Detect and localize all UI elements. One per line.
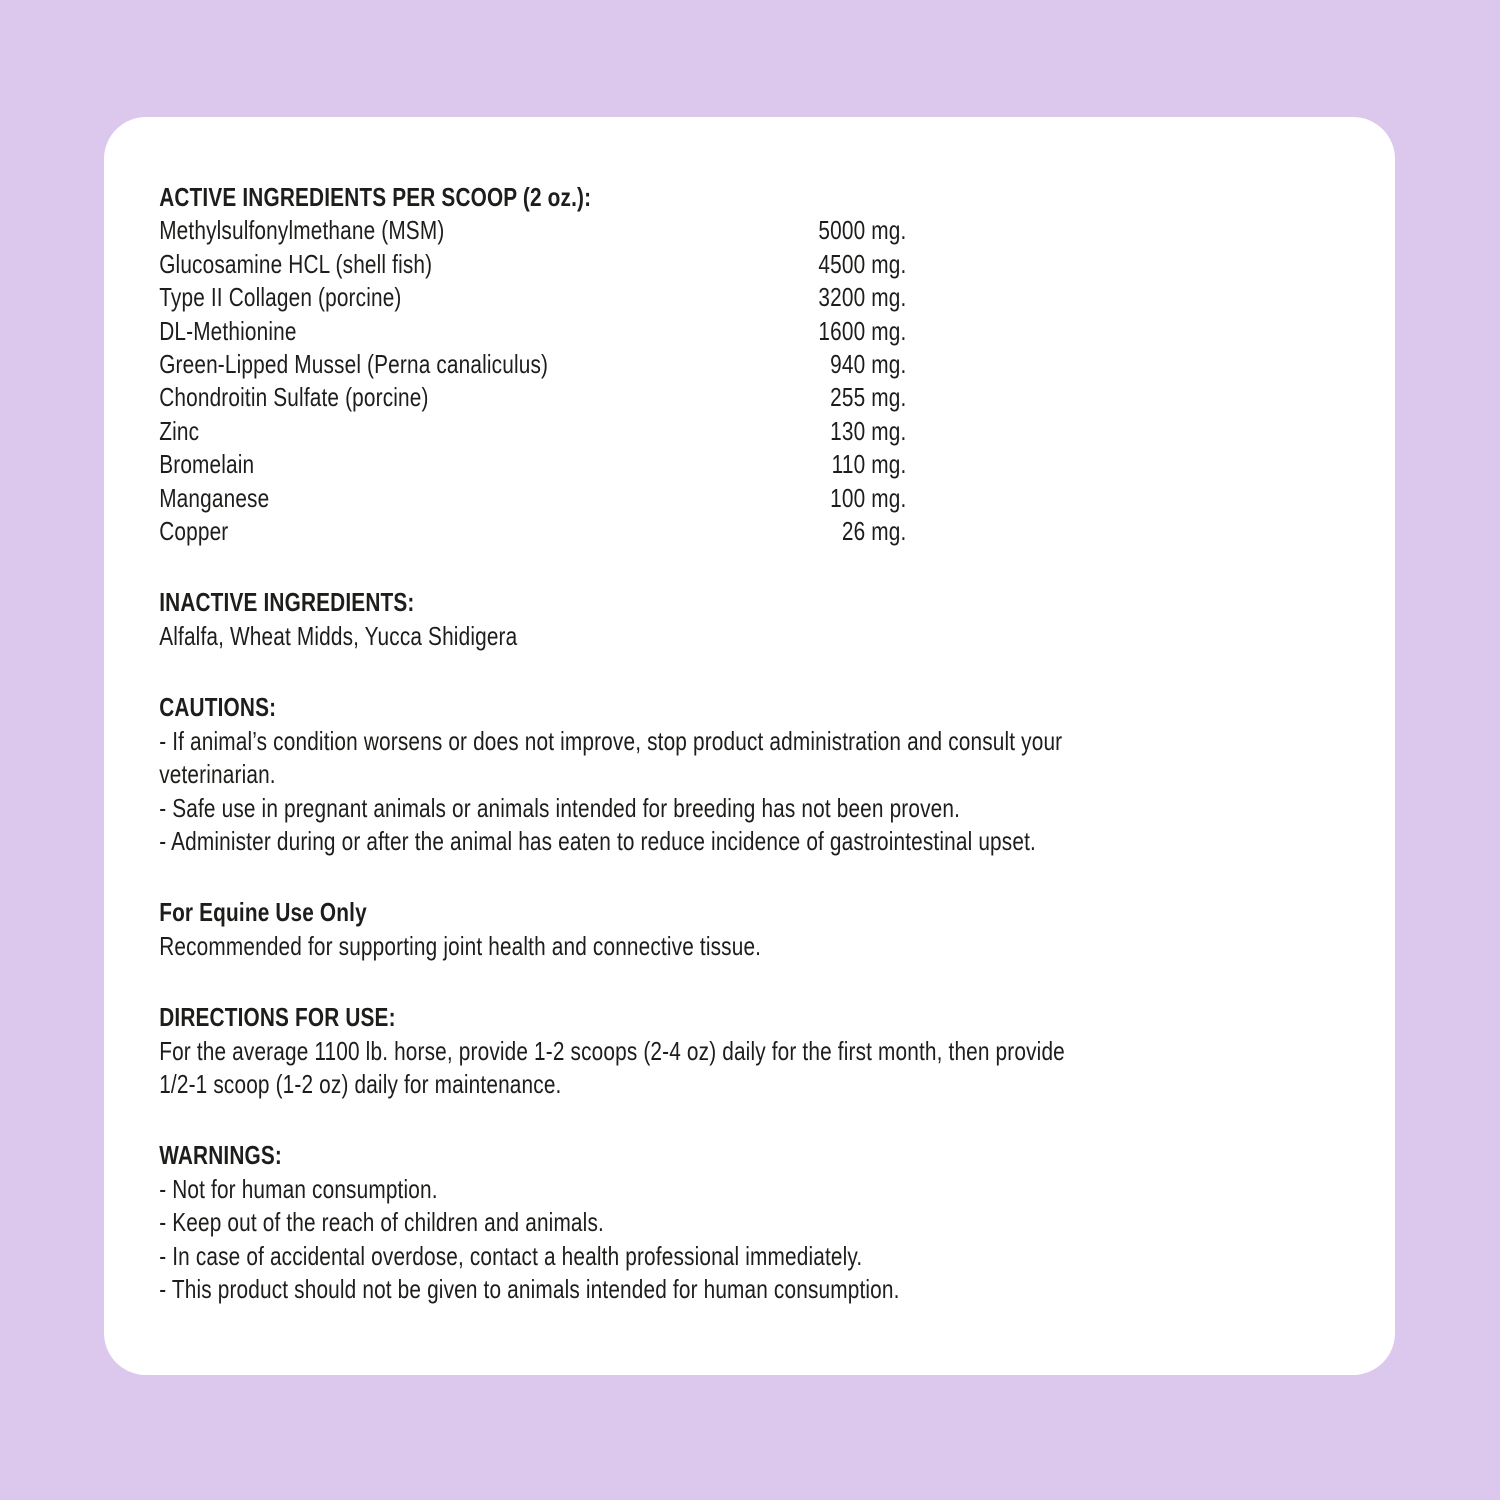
- equine-use-section: [159, 896, 1395, 963]
- ingredient-name: Green-Lipped Mussel (Perna canaliculus): [159, 349, 549, 380]
- caution-line: - Safe use in pregnant animals or animals intended for breeding has not been proven.: [159, 792, 961, 823]
- ingredient-name: Zinc: [159, 415, 200, 446]
- inactive-ingredients-text: Alfalfa, Wheat Midds, Yucca Shidigera: [159, 620, 518, 651]
- caution-line: - Administer during or after the animal has eaten to reduce incidence of gastrointestinal upset.: [159, 825, 1036, 856]
- ingredient-row: [159, 315, 906, 348]
- inactive-ingredients-heading: INACTIVE INGREDIENTS:: [159, 587, 415, 618]
- ingredient-name: Type II Collagen (porcine): [159, 282, 402, 313]
- equine-use-text: Recommended for supporting joint health and connective tissue.: [159, 930, 762, 961]
- ingredient-amount: 255 mg.: [830, 382, 907, 413]
- directions-heading: DIRECTIONS FOR USE:: [159, 1002, 396, 1033]
- active-ingredients-section: [159, 181, 1395, 548]
- ingredient-name: Chondroitin Sulfate (porcine): [159, 382, 429, 413]
- inactive-ingredients-section: [159, 586, 1395, 653]
- ingredient-amount: 940 mg.: [830, 349, 907, 380]
- ingredient-row: [159, 281, 906, 314]
- ingredient-name: Methylsulfonylmethane (MSM): [159, 215, 445, 246]
- ingredient-amount: 5000 mg.: [818, 215, 907, 246]
- ingredient-amount: 110 mg.: [831, 449, 907, 480]
- ingredient-row: [159, 482, 906, 515]
- warning-line: - Not for human consumption.: [159, 1173, 438, 1204]
- label-content: [104, 117, 1395, 1306]
- directions-section: [159, 1001, 1395, 1101]
- ingredient-row: [159, 381, 906, 414]
- warning-line: - In case of accidental overdose, contact a health professional immediately.: [159, 1240, 863, 1271]
- directions-line: 1/2-1 scoop (1-2 oz) daily for maintenance.: [159, 1068, 562, 1099]
- ingredient-amount: 4500 mg.: [818, 248, 907, 279]
- ingredient-amount: 26 mg.: [841, 516, 907, 547]
- ingredient-name: DL-Methionine: [159, 315, 297, 346]
- ingredient-row: [159, 415, 906, 448]
- warning-line: - This product should not be given to animals intended for human consumption.: [159, 1273, 900, 1304]
- ingredient-row: [159, 348, 906, 381]
- caution-line: - If animal’s condition worsens or does not improve, stop product administration and consult your: [159, 725, 1063, 756]
- warning-line: - Keep out of the reach of children and animals.: [159, 1207, 604, 1238]
- ingredient-row: [159, 214, 906, 247]
- warnings-heading: WARNINGS:: [159, 1140, 282, 1171]
- cautions-heading: CAUTIONS:: [159, 692, 277, 723]
- active-ingredients-heading: ACTIVE INGREDIENTS PER SCOOP (2 oz.):: [159, 182, 592, 212]
- cautions-section: [159, 691, 1395, 858]
- ingredient-name: Bromelain: [159, 449, 255, 480]
- ingredient-amount: 1600 mg.: [818, 315, 907, 346]
- label-card: [104, 117, 1395, 1375]
- ingredient-name: Manganese: [159, 482, 270, 513]
- ingredient-row: [159, 448, 906, 481]
- ingredient-row: [159, 515, 906, 548]
- caution-line: veterinarian.: [159, 759, 276, 790]
- ingredient-row: [159, 248, 906, 281]
- directions-line: For the average 1100 lb. horse, provide 1-2 scoops (2-4 oz) daily for the first month, then provide: [159, 1035, 1065, 1066]
- ingredient-name: Copper: [159, 516, 229, 547]
- ingredient-amount: 3200 mg.: [818, 282, 907, 313]
- warnings-section: [159, 1139, 1395, 1306]
- ingredient-amount: 100 mg.: [830, 482, 907, 513]
- ingredient-amount: 130 mg.: [830, 415, 907, 446]
- equine-use-heading: For Equine Use Only: [159, 897, 367, 928]
- ingredient-name: Glucosamine HCL (shell fish): [159, 248, 433, 279]
